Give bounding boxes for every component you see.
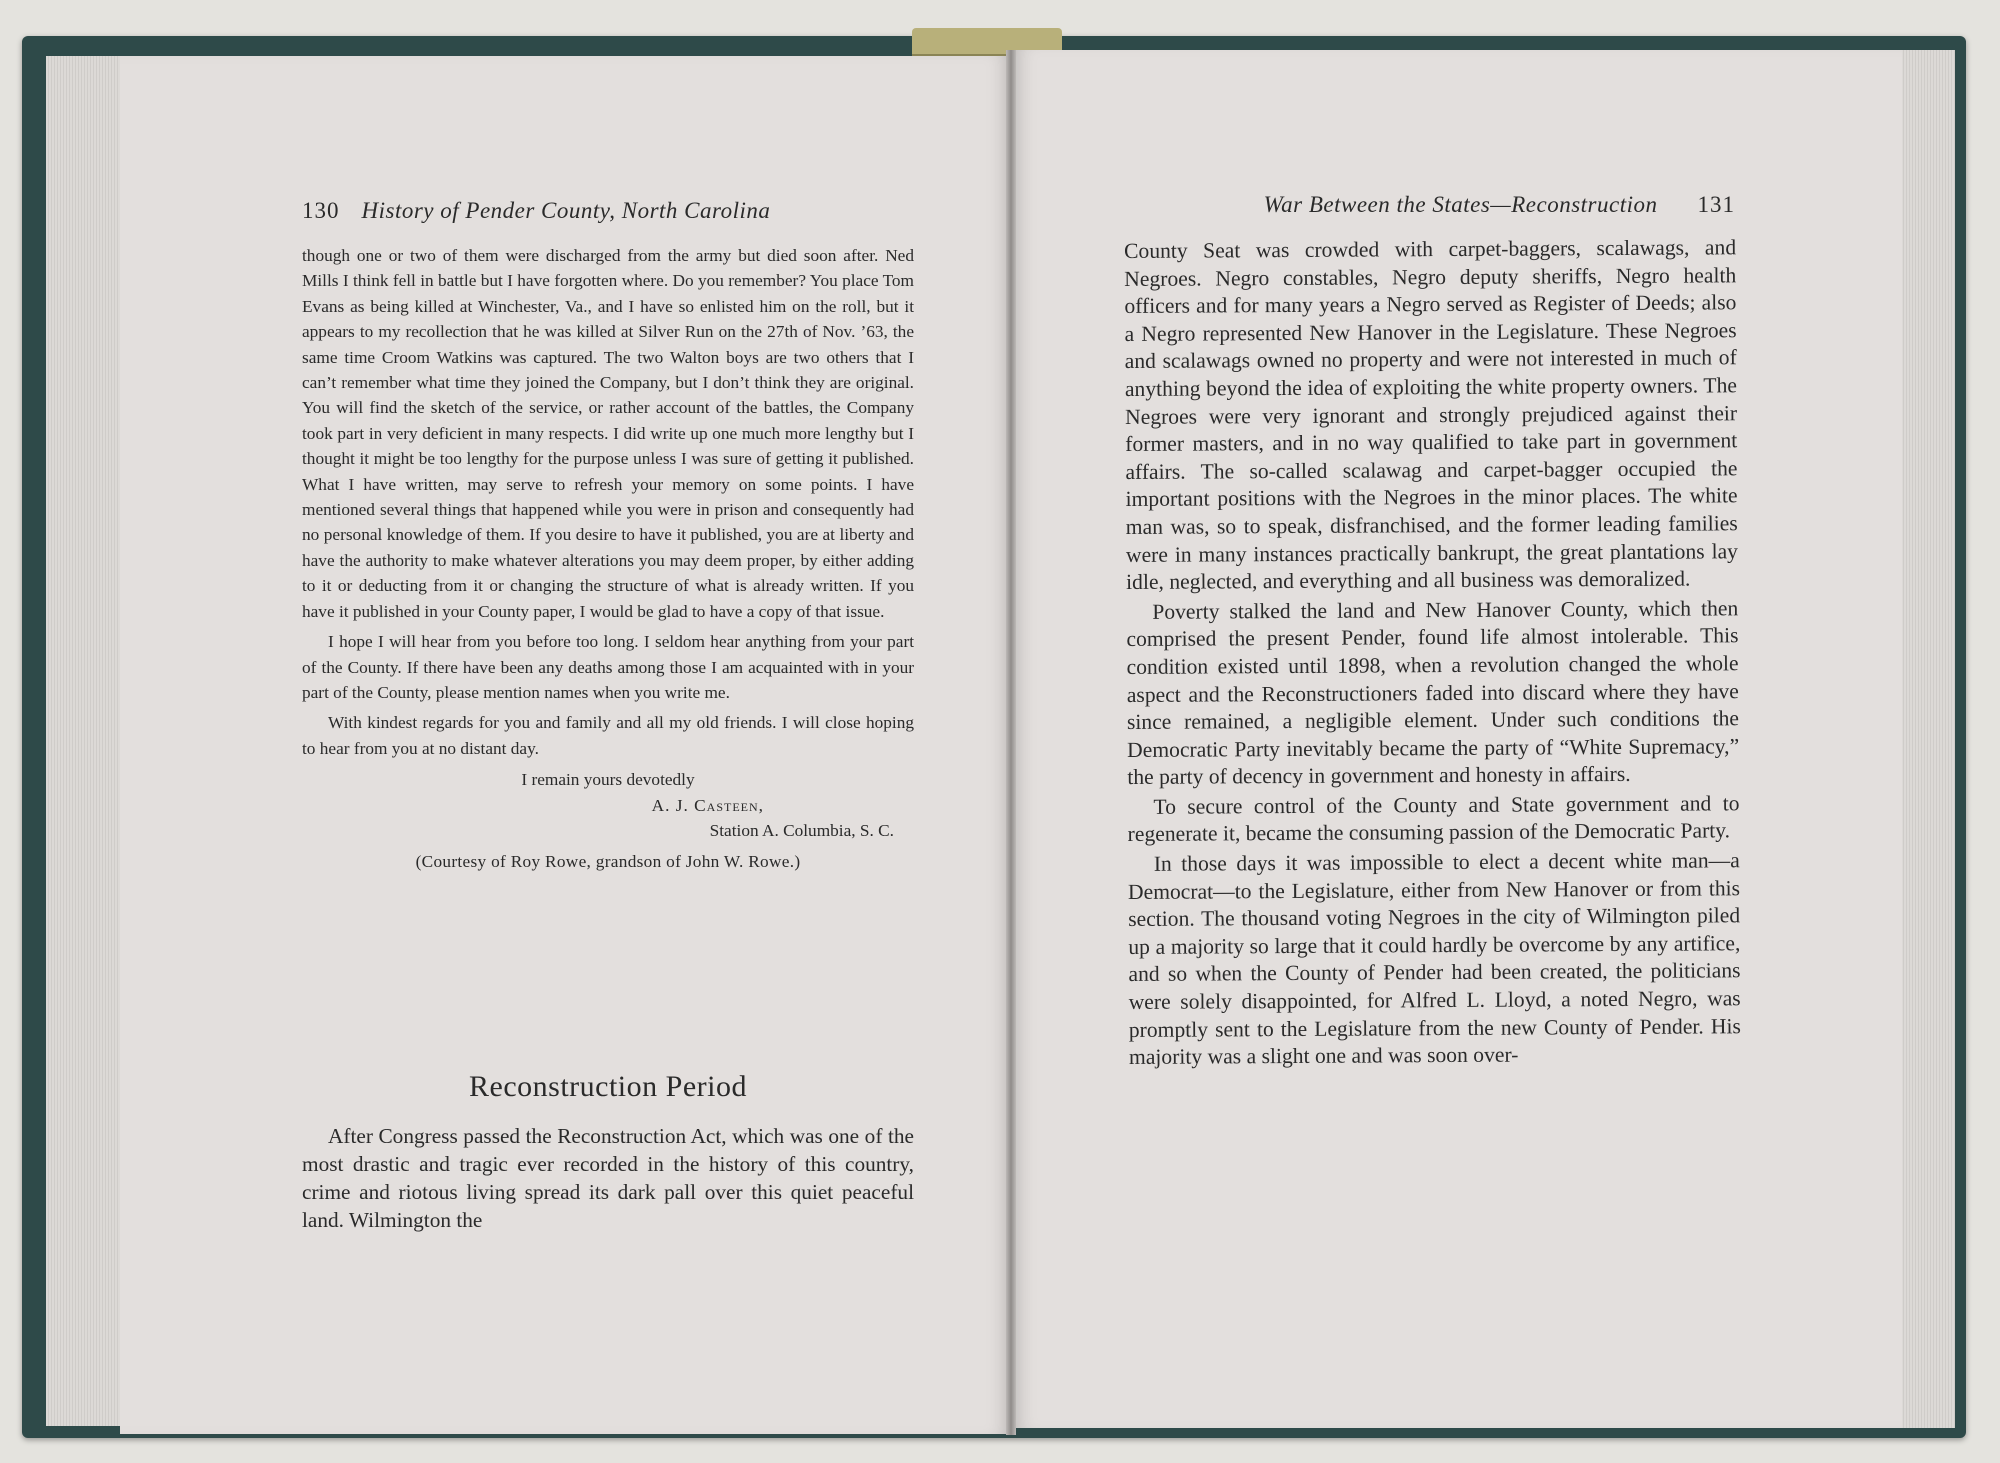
section-heading: Reconstruction Period — [469, 1070, 747, 1103]
book-gutter — [1006, 50, 1016, 1435]
letter-paragraph: though one or two of them were discharged from the army but died soon after. Ned Mills I think fell in battle but I have forgotten where. Do you remember? You place Tom Evans as being killed at Winchester, Va., and I have so enlisted him on the roll, but it appears to my recollection that he was killed at Silver Run on the 27th of Nov. ’63, the same time Croom Watkins was captured. The two Walton boys are two others that I can’t remember what time they joined the Company, but I don’t think they are original. You will find the sketch of the service, or rather account of the battles, the Company took part in very deficient in many respects. I did write up one much more lengthy but I thought it might be too lengthy for the purpose unless I was sure of getting it published. What I have written, may serve to refresh your memory on some points. I have mentioned several things that happened while you were in prison and consequently had no personal knowledge of them. If you desire to have it published, you are at liberty and have the authority to make whatever alterations you may deem proper, by either adding to it or deducting from it or changing the structure of what is already written. If you have it published in your County paper, I would be glad to have a copy of that issue. — [302, 246, 914, 621]
letter-paragraph: With kindest regards for you and family and all my old friends. I will close hoping to hear from you at no distant day. — [302, 713, 914, 758]
body-paragraph: In those days it was impossible to elect a decent white man—a Democrat—to the Legislature, either from New Hanover or from this section. The thousand voting Negroes in the city of Wilmington piled up a majority so large that it could hardly be overcome by any artifice, and so when the County of Pender had been created, the politicians were solely disappointed, for Alfred L. Lloyd, a noted Negro, was promptly sent to the Legislature from the new County of Pender. His majority was a slight one and was soon over- — [1127, 848, 1741, 1070]
section-paragraph: After Congress passed the Reconstruction Act, which was one of the most drastic and tragic ever recorded in the history of this country, crime and riotous living spread its dark pall over this quiet peaceful land. Wilmington the — [302, 1124, 914, 1232]
closing-line: I remain yours devotedly — [521, 770, 695, 790]
right-running-head — [1220, 192, 1735, 218]
left-text-column — [302, 243, 914, 875]
right-running-title: War Between the States—Reconstruction — [1263, 192, 1658, 217]
right-page-edges — [1895, 50, 1955, 1428]
left-running-title: History of Pender County, North Carolina — [361, 198, 771, 223]
courtesy-note: (Courtesy of Roy Rowe, grandson of John W. Rowe.) — [415, 852, 801, 872]
address: Station A. Columbia, S. C. — [709, 820, 894, 840]
left-running-head — [302, 198, 922, 224]
right-text-column — [1124, 234, 1741, 1072]
signature: A. J. Casteen, — [651, 795, 764, 815]
left-page-edges — [46, 56, 126, 1426]
body-paragraph: County Seat was crowded with carpet-baggers, scalawags, and Negroes. Negro constables, Negro deputy sheriffs, Negro health officers and for many years a Negro served as Register of Deeds; also a Negro represented New Hanover in the Legislature. These Negroes and scalawags owned no property and were not interested in much of anything beyond the idea of exploiting the white property owners. The Negroes were very ignorant and strongly prejudiced against their former masters, and in no way qualified to take part in government affairs. The so-called scalawag and carpet-bagger occupied the important positions with the Negroes in the minor places. The white man was, so to speak, disfranchised, and the former leading families were in many instances practically bankrupt, the great plantations lay idle, neglected, and everything and all business was demoralized. — [1124, 235, 1738, 595]
body-paragraph: To secure control of the County and State government and to regenerate it, became the consuming passion of the Democratic Party. — [1127, 791, 1740, 847]
left-page-number: 130 — [302, 198, 340, 223]
right-page-number: 131 — [1697, 192, 1735, 217]
letter-closing — [302, 767, 914, 843]
left-section-text — [302, 1122, 914, 1234]
body-paragraph: Poverty stalked the land and New Hanover County, which then comprised the present Pender, found life almost intolerable. This condition existed until 1898, when a revolution changed the whole aspect and the Reconstructioners faded into discard where they have since remained, a negligible element. Under such conditions the Democratic Party inevitably became the party of “White Supremacy,” the party of decency in government and honesty in affairs. — [1126, 595, 1740, 790]
letter-paragraph: I hope I will hear from you before too long. I seldom hear anything from your part of the County. If there have been any deaths among those I am acquainted with in your part of the County, please mention names when you write me. — [302, 632, 914, 702]
